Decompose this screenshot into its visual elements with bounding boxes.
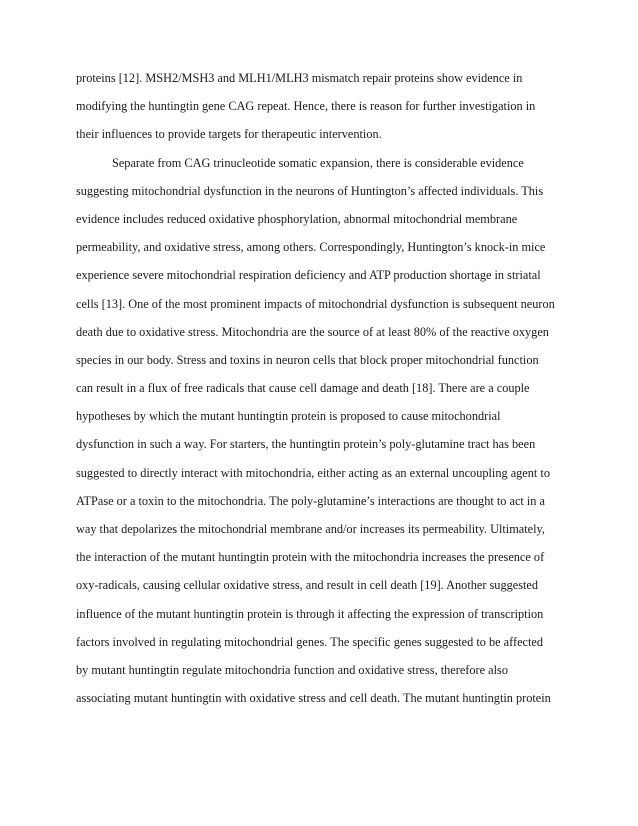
text-line: the interaction of the mutant huntingtin protein with the mitochondria increases the presence of (76, 550, 545, 565)
text-line: experience severe mitochondrial respiration deficiency and ATP production shortage in striatal (76, 268, 541, 283)
body-text (76, 64, 566, 712)
text-line: ATPase or a toxin to the mitochondria. The poly-glutamine’s interactions are thought to act in a (76, 493, 545, 508)
text-line: hypotheses by which the mutant huntingtin protein is proposed to cause mitochondrial (76, 409, 501, 424)
text-line: by mutant huntingtin regulate mitochondria function and oxidative stress, therefore also (76, 662, 508, 677)
text-line: death due to oxidative stress. Mitochondria are the source of at least 80% of the reactive oxygen (76, 324, 549, 339)
text-line: suggested to directly interact with mitochondria, either acting as an external uncoupling agent to (76, 465, 550, 480)
paragraph-2 (76, 149, 566, 713)
text-line: factors involved in regulating mitochondrial genes. The specific genes suggested to be affected (76, 634, 544, 649)
text-line: oxy-radicals, causing cellular oxidative stress, and result in cell death [19]. Another suggested (76, 578, 539, 593)
paragraph-1 (76, 64, 566, 149)
text-line: evidence includes reduced oxidative phosphorylation, abnormal mitochondrial membrane (76, 211, 518, 226)
text-line: influence of the mutant huntingtin protein is through it affecting the expression of transcription (76, 606, 544, 621)
text-line: dysfunction in such a way. For starters, the huntingtin protein’s poly-glutamine tract has been (76, 437, 536, 452)
text-line: suggesting mitochondrial dysfunction in the neurons of Huntington’s affected individuals. This (76, 183, 544, 198)
text-line: their influences to provide targets for therapeutic intervention. (76, 127, 382, 142)
text-line: modifying the huntingtin gene CAG repeat. Hence, there is reason for further investigation in (76, 99, 536, 114)
text-line: can result in a flux of free radicals that cause cell damage and death [18]. There are a couple (76, 381, 530, 396)
text-line: way that depolarizes the mitochondrial membrane and/or increases its permeability. Ultimately, (76, 522, 545, 536)
text-line: cells [13]. One of the most prominent impacts of mitochondrial dysfunction is subsequent neuron (76, 296, 555, 311)
text-line: permeability, and oxidative stress, among others. Correspondingly, Huntington’s knock-in mice (76, 240, 546, 255)
text-line: Separate from CAG trinucleotide somatic expansion, there is considerable evidence (112, 155, 524, 170)
text-line: proteins [12]. MSH2/MSH3 and MLH1/MLH3 mismatch repair proteins show evidence in (76, 71, 523, 85)
text-line: species in our body. Stress and toxins in neuron cells that block proper mitochondrial function (76, 352, 539, 367)
text-line: associating mutant huntingtin with oxidative stress and cell death. The mutant huntingtin protein (76, 691, 551, 706)
